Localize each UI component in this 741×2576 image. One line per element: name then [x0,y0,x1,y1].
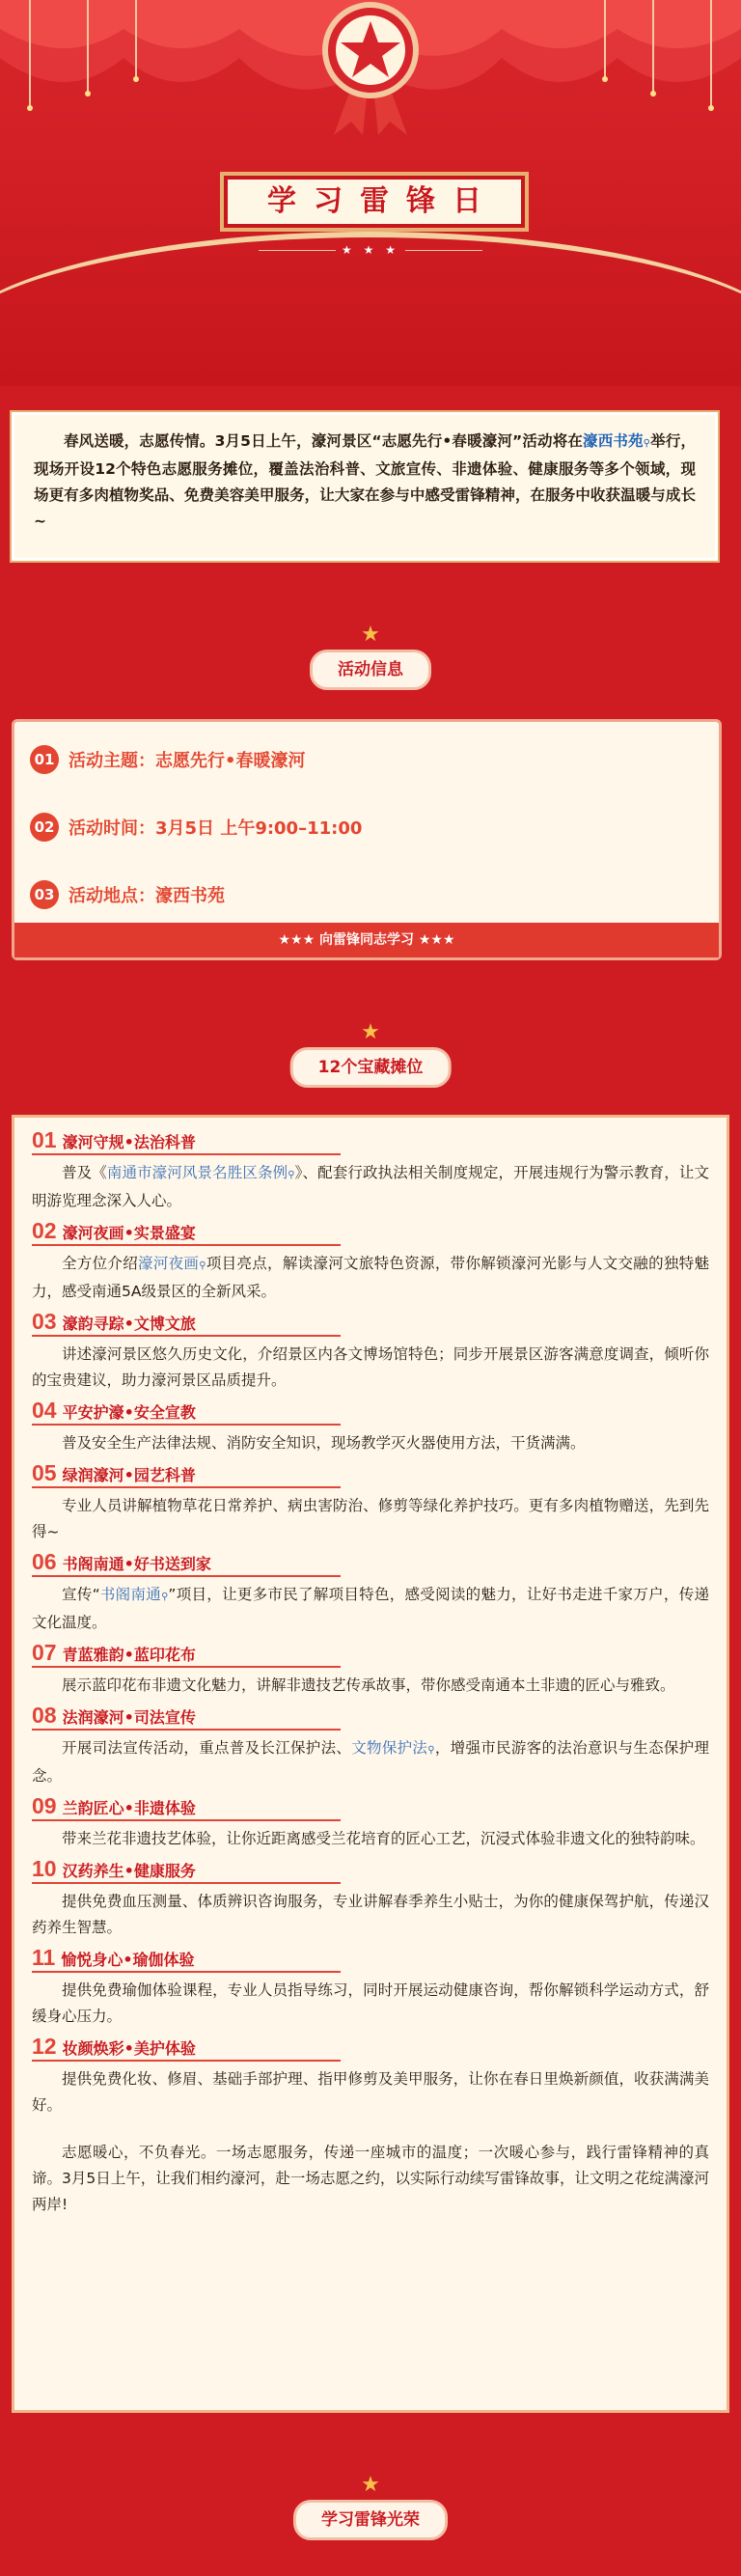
stall-text-start: 提供免费化妆、修眉、基础手部护理、指甲修剪及美甲服务，让你在春日里焕新颜值，收获满满美好。 [32,2070,709,2114]
stall-text-end: 》、配套行政执法相关制度规定，开展违规行为警示教育，让文明游览理念深入人心。 [32,1164,709,1209]
stall-description [32,1251,709,1305]
search-icon: ⚲ [643,438,650,449]
header-banner [0,0,741,386]
stall-item [32,1793,709,1852]
stall-item [32,1398,709,1456]
stall-list [32,1127,709,2119]
closing-paragraph: 志愿暖心，不负春光。一场志愿服务，传递一座城市的温度；一次暖心参与，践行雷锋精神的真谛。3月5日上午，让我们相约濠河，赴一场志愿之约，以实际行动续写雷锋故事，让文明之花绽满濠河两岸! [32,2144,709,2213]
stall-header [32,1127,341,1155]
info-footer-banner: ★★★ 向雷锋同志学习 ★★★ [14,923,719,957]
info-text: 活动地点：濠西书苑 [69,886,225,906]
section-label-stalls: 12个宝藏摊位 [290,1047,452,1088]
stall-header [32,1640,341,1668]
section-label-footer: 学习雷锋光荣 [293,2500,448,2540]
stall-item [32,1127,709,1214]
stall-title: 妆颜焕彩•美护体验 [62,2039,196,2058]
stall-title: 兰韵匠心•非遗体验 [62,1799,196,1817]
activity-info-card [12,719,722,960]
stall-number: 03 [32,1309,57,1334]
stall-title: 书阁南通•好书送到家 [62,1555,211,1573]
stall-text-start: 带来兰花非遗技艺体验，让你近距离感受兰花培育的匠心工艺，沉浸式体验非遗文化的独特韵味。 [62,1830,705,1847]
stall-number: 04 [32,1398,57,1423]
page-title: 学习雷锋日 [267,184,499,218]
stall-header [32,1856,341,1884]
stall-item [32,1703,709,1789]
stall-text-start: 展示蓝印花布非遗文化魅力，讲解非遗技艺传承故事，带你感受南通本土非遗的匠心与雅致。 [62,1676,675,1694]
stall-item [32,1309,709,1394]
search-icon: ⚲ [199,1260,206,1271]
stall-number: 05 [32,1460,57,1485]
stall-title: 愉悦身心•瑜伽体验 [61,1951,195,1969]
info-text: 活动时间：3月5日 上午9:00–11:00 [69,818,363,839]
stall-link[interactable]: 南通市濠河风景名胜区条例 [106,1164,288,1181]
stall-text-end: 项目亮点，解读濠河文旅特色资源，带你解锁濠河光影与人文交融的独特魅力，感受南通5A级景区的全新风采。 [32,1255,709,1300]
info-number: 03 [30,880,59,909]
stall-description [32,1160,709,1214]
stall-text-start: 提供免费瑜伽体验课程，专业人员指导练习，同时开展运动健康咨询，帮你解锁科学运动方式，舒缓身心压力。 [32,1981,709,2025]
stall-number: 01 [32,1127,57,1152]
stall-text-start: 开展司法宣传活动，重点普及长江保护法、 [62,1739,352,1757]
stall-item [32,1856,709,1941]
stall-text-start: 讲述濠河景区悠久历史文化，介绍景区内各文博场馆特色；同步开展景区游客满意度调查，倾听你的宝贵建议，助力濠河景区品质提升。 [32,1345,709,1389]
stall-number: 10 [32,1856,57,1881]
stall-description [32,1673,709,1699]
stall-text-end: ，增强市民游客的法治意识与生态保护理念。 [32,1739,709,1785]
stall-item [32,1945,709,2030]
stall-description [32,1342,709,1394]
stall-number: 06 [32,1549,57,1574]
stall-description [32,1582,709,1636]
stall-text-start: 宣传“ [62,1586,100,1603]
stall-link[interactable]: 濠河夜画 [138,1255,200,1272]
stall-item [32,1460,709,1545]
stall-header [32,1218,341,1246]
search-icon: ⚲ [161,1592,169,1602]
stall-title: 濠河夜画•实景盛宴 [62,1224,196,1242]
stall-item [32,1549,709,1636]
intro-paragraph [34,429,696,535]
stall-header [32,1398,341,1426]
stall-text-start: 全方位介绍 [62,1255,139,1272]
stall-description [32,1826,709,1852]
stall-link[interactable]: 书阁南通 [99,1586,162,1603]
stall-item [32,1640,709,1699]
star-icon: ★ [361,2473,380,2497]
info-row-time [30,813,362,842]
search-icon: ⚲ [427,1745,435,1756]
stall-title: 法润濠河•司法宣传 [62,1708,196,1727]
stall-description [32,2066,709,2119]
stall-description [32,1735,709,1789]
red-star-emblem [303,0,438,135]
stall-header [32,1460,341,1488]
intro-location-link[interactable]: 濠西书苑 [583,432,644,450]
stall-header [32,1703,341,1731]
title-stars: ★ ★ ★ [342,243,399,257]
stall-number: 02 [32,1218,57,1243]
stall-text-start: 普及《 [62,1164,107,1181]
stall-title: 汉药养生•健康服务 [62,1862,196,1880]
stall-title: 绿润濠河•园艺科普 [62,1466,196,1484]
stall-number: 11 [32,1945,56,1970]
search-icon: ⚲ [288,1170,295,1180]
intro-text-end: 举行，现场开设12个特色志愿服务摊位，覆盖法治科普、文旅宣传、非遗体验、健康服务等多个领域，现场更有多肉植物奖品、免费美容美甲服务，让大家在参与中感受雷锋精神，在服务中收获温暖与成长~ [34,432,696,530]
stall-number: 12 [32,2034,57,2059]
page-title-box [220,172,529,232]
stall-item [32,2034,709,2119]
stall-description [32,1889,709,1941]
stall-description [32,1978,709,2030]
stall-header [32,2034,341,2062]
stall-header [32,1945,341,1973]
stall-number: 09 [32,1793,57,1818]
stall-title: 濠河守规•法治科普 [62,1133,196,1151]
stalls-card [12,1115,729,2413]
stall-header [32,1549,341,1577]
stall-description [32,1493,709,1545]
intro-card [12,412,718,561]
info-text: 活动主题：志愿先行•春暖濠河 [69,751,306,771]
stall-title: 青蓝雅韵•蓝印花布 [62,1646,196,1664]
stall-text-end: ”项目，让更多市民了解项目特色，感受阅读的魅力，让好书走进千家万户，传递文化温度。 [32,1586,709,1631]
stall-header [32,1793,341,1821]
stall-title: 濠韵寻踪•文博文旅 [62,1315,196,1333]
stall-text-start: 提供免费血压测量、体质辨识咨询服务，专业讲解春季养生小贴士，为你的健康保驾护航，传递汉药养生智慧。 [32,1893,709,1936]
stall-text-start: 普及安全生产法律法规、消防安全知识，现场教学灭火器使用方法，干货满满。 [62,1434,586,1452]
stall-text-start: 专业人员讲解植物草花日常养护、病虫害防治、修剪等绿化养护技巧。更有多肉植物赠送，先到先得~ [32,1497,709,1540]
stall-item [32,1218,709,1305]
stall-header [32,1309,341,1337]
star-icon: ★ [361,1020,380,1044]
stall-number: 08 [32,1703,57,1728]
info-row-theme [30,745,306,774]
stall-link[interactable]: 文物保护法 [351,1739,428,1757]
info-number: 01 [30,745,59,774]
section-label-info: 活动信息 [310,650,431,690]
stall-number: 07 [32,1640,57,1665]
info-row-location [30,880,225,909]
intro-text-start: 春风送暖，志愿传情。3月5日上午，濠河景区“志愿先行•春暖濠河”活动将在 [64,432,584,450]
stall-title: 平安护濠•安全宣教 [62,1403,196,1422]
info-number: 02 [30,813,59,842]
stall-description [32,1430,709,1456]
star-icon: ★ [361,623,380,647]
